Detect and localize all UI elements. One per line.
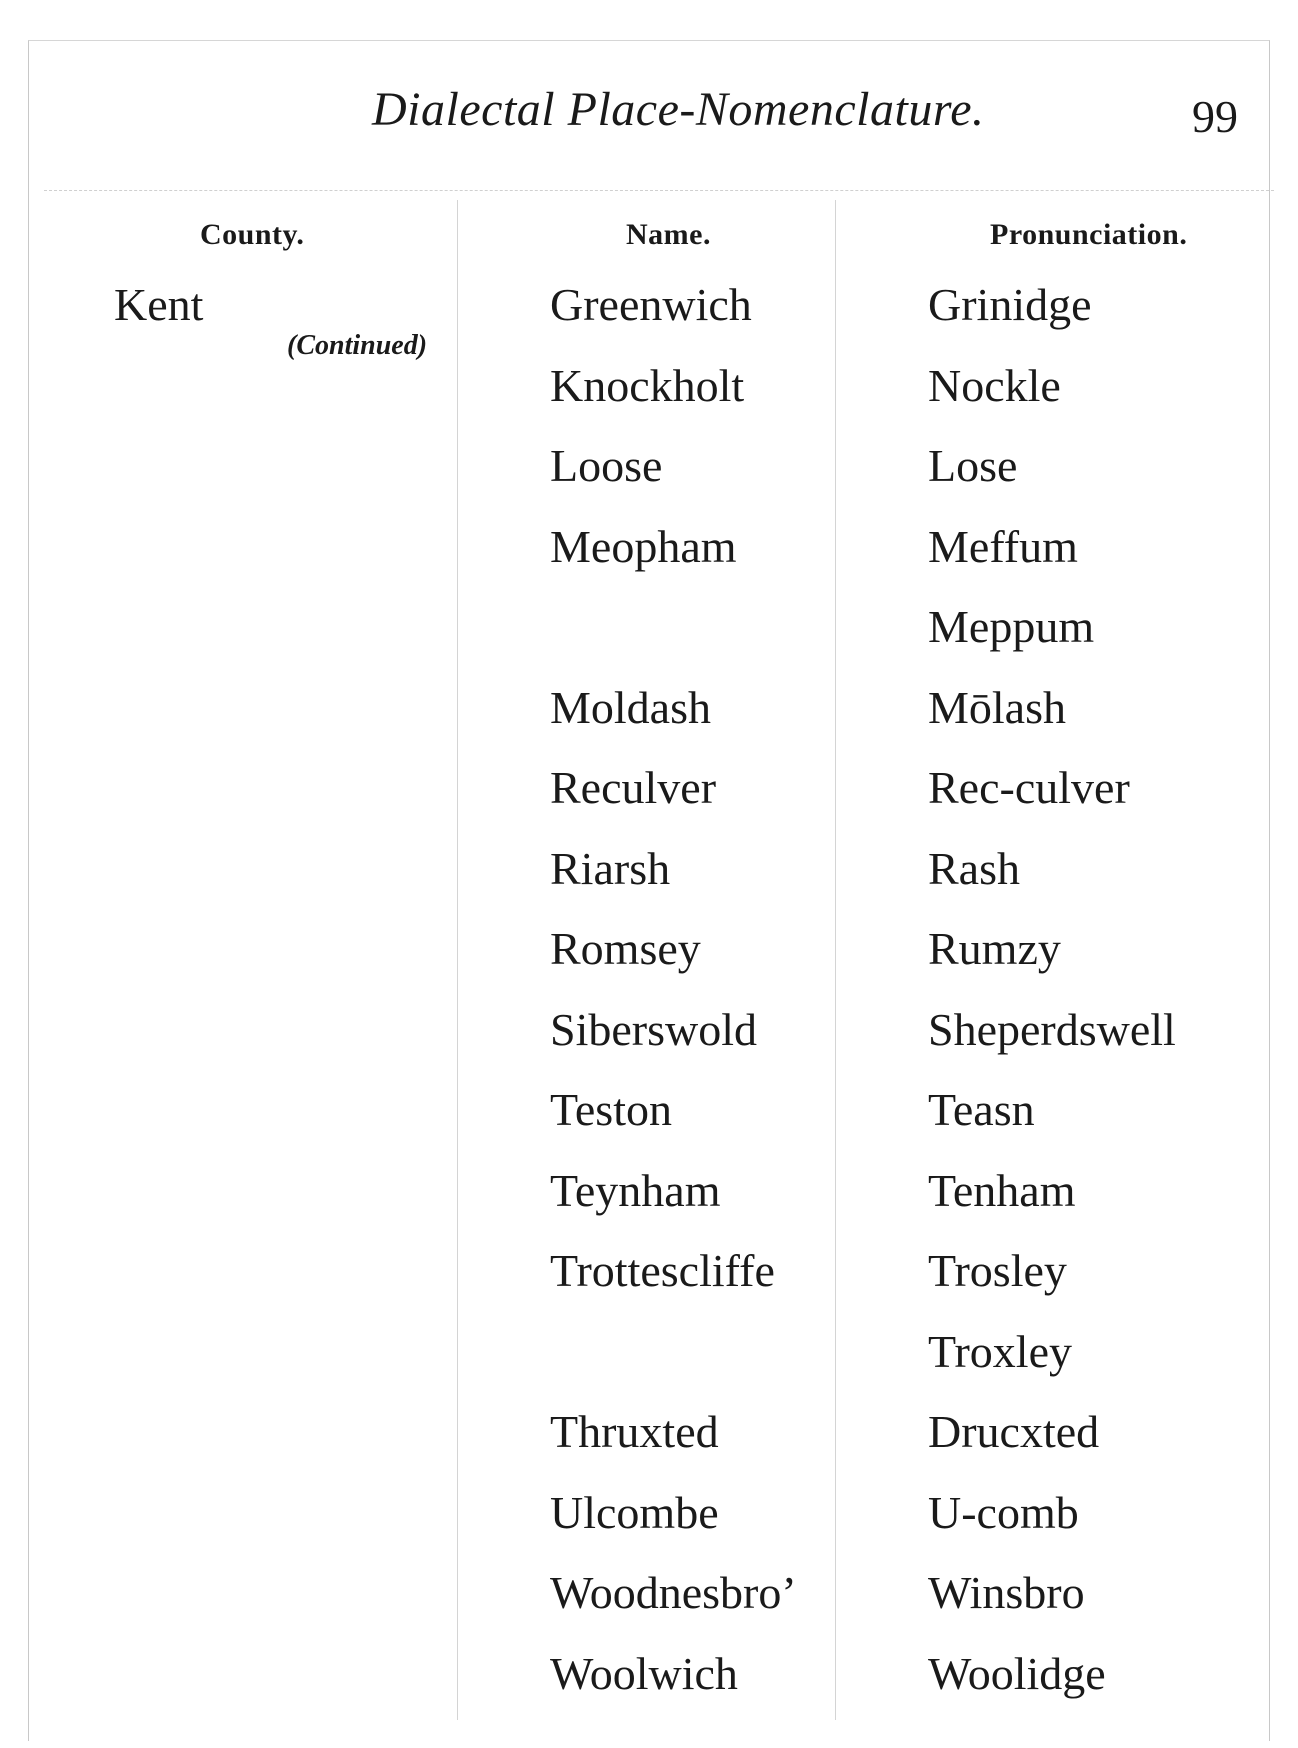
place-pronunciation: Grinidge <box>928 279 1092 330</box>
place-name: Siberswold <box>550 1003 757 1055</box>
entry-row <box>0 359 1298 440</box>
place-pronunciation: Nockle <box>928 359 1061 411</box>
place-name: Woolwich <box>550 1647 738 1699</box>
place-name: Teston <box>550 1084 672 1135</box>
entry-row <box>0 1164 1298 1245</box>
entry-row <box>0 1325 1298 1406</box>
running-title: Dialectal Place-Nomenclature. <box>372 83 985 136</box>
place-pronunciation: Lose <box>928 440 1018 491</box>
place-name: Woodnesbro’ <box>550 1567 797 1618</box>
place-pronunciation: Rec-culver <box>928 762 1130 813</box>
entry-row <box>0 1083 1298 1164</box>
county-continued-note: (Continued) <box>287 330 428 361</box>
entry-row <box>0 681 1298 762</box>
entry-row <box>0 1003 1298 1084</box>
place-pronunciation: U-comb <box>928 1486 1079 1538</box>
entry-row <box>0 278 1298 359</box>
place-pronunciation: Winsbro <box>928 1567 1085 1618</box>
entry-row <box>0 1566 1298 1647</box>
column-header-pronunciation: Pronunciation. <box>990 218 1188 251</box>
place-pronunciation: Teasn <box>928 1084 1035 1135</box>
place-name: Moldash <box>550 681 711 733</box>
county-name: Kent <box>114 279 204 330</box>
place-pronunciation: Meppum <box>928 601 1095 652</box>
place-pronunciation: Troxley <box>928 1325 1072 1377</box>
entry-row <box>0 1244 1298 1325</box>
entry-row <box>0 922 1298 1003</box>
place-pronunciation: Woolidge <box>928 1647 1106 1699</box>
entry-row <box>0 1486 1298 1567</box>
place-name: Greenwich <box>550 279 752 330</box>
entry-row <box>0 1647 1298 1728</box>
place-name: Meopham <box>550 520 737 572</box>
place-pronunciation: Rash <box>928 842 1020 894</box>
entry-list <box>0 278 1298 1727</box>
column-header-name: Name. <box>626 218 711 251</box>
page-number: 99 <box>1192 91 1238 142</box>
entry-row <box>0 439 1298 520</box>
place-pronunciation: Rumzy <box>928 923 1061 974</box>
place-pronunciation: Mōlash <box>928 681 1066 733</box>
place-name: Trottescliffe <box>550 1245 775 1296</box>
place-name: Riarsh <box>550 842 671 894</box>
entry-row <box>0 761 1298 842</box>
place-name: Thruxted <box>550 1406 719 1457</box>
column-header-county: County. <box>200 218 305 251</box>
running-head <box>0 82 1298 142</box>
place-pronunciation: Meffum <box>928 520 1078 572</box>
entry-row <box>0 1405 1298 1486</box>
place-name: Reculver <box>550 762 717 813</box>
entry-row <box>0 520 1298 601</box>
place-name: Romsey <box>550 923 701 974</box>
entry-row <box>0 600 1298 681</box>
place-pronunciation: Sheperdswell <box>928 1003 1176 1055</box>
place-name: Ulcombe <box>550 1486 719 1538</box>
entry-row <box>0 842 1298 923</box>
place-pronunciation: Drucxted <box>928 1406 1100 1457</box>
header-rule <box>44 190 1274 191</box>
place-pronunciation: Tenham <box>928 1164 1076 1216</box>
place-pronunciation: Trosley <box>928 1245 1067 1296</box>
place-name: Loose <box>550 440 663 491</box>
place-name: Teynham <box>550 1164 721 1216</box>
place-name: Knockholt <box>550 359 745 411</box>
